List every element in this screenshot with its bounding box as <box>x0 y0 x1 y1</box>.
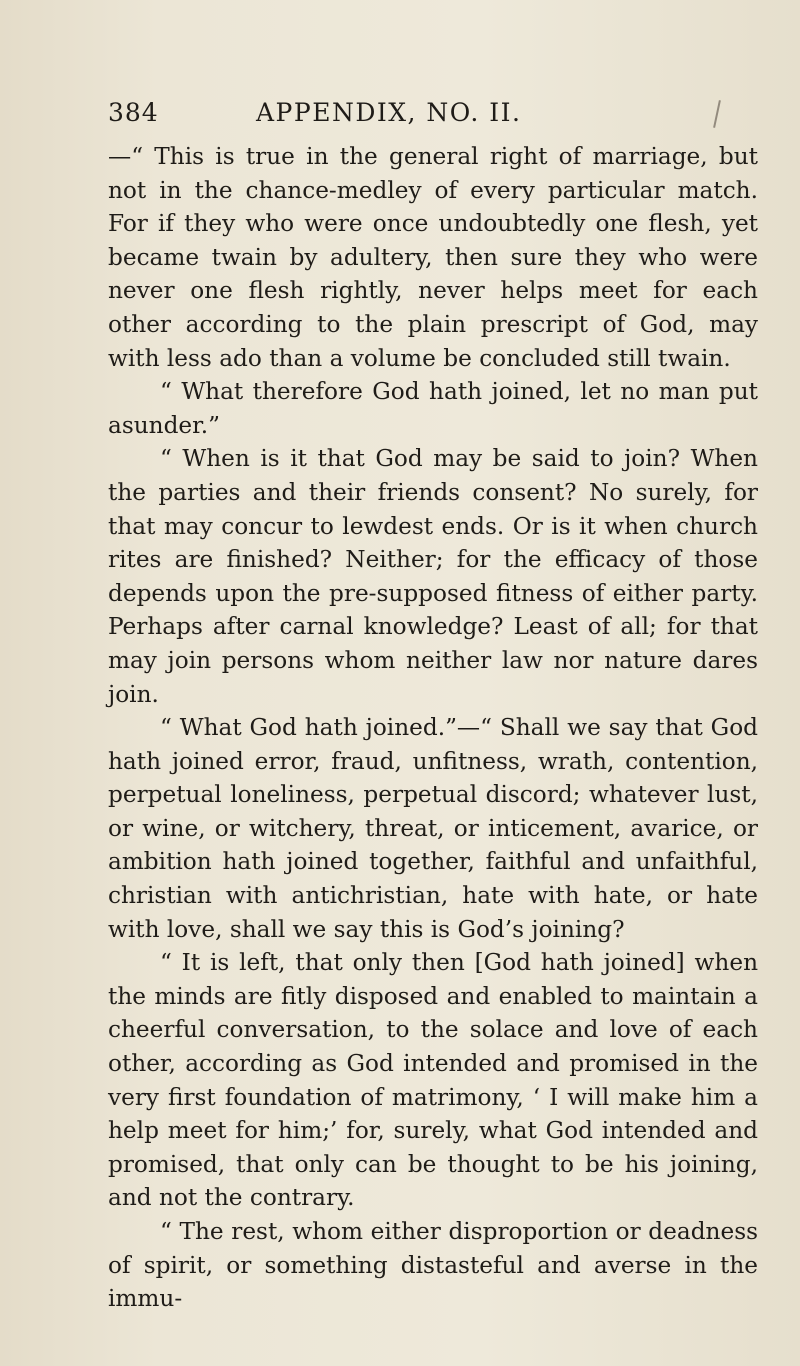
page-number: 384 <box>108 98 159 127</box>
paragraph: —“ This is true in the general right of marriage, but not in the chance-medley of every particular match. For if they who were once undoubtedly one flesh, yet became twain by adultery, then sure they who were never one flesh rightly, never helps meet for each other according to the plain prescript of God, may with less ado than a volume be concluded still twain. <box>108 143 758 372</box>
paragraph: “ What therefore God hath joined, let no man put asunder.” <box>108 378 758 439</box>
paragraph: “ It is left, that only then [God hath joined] when the minds are fitly disposed and enabled to maintain a cheerful conversation, to the solace and love of each other, according as God intended and promised in the very first foundation of matrimony, ‘ I will make him a help meet for him;’ for, surely, what God intended and promised, that only can be thought to be his joining, and not the contrary. <box>108 949 758 1212</box>
paragraph: “ The rest, whom either disproportion or deadness of spirit, or something distasteful and averse in the immu- <box>108 1218 758 1313</box>
body-text <box>108 140 758 1316</box>
running-head: APPENDIX, NO. II. <box>256 98 522 127</box>
paragraph: “ What God hath joined.”—“ Shall we say that God hath joined error, fraud, unfitness, wrath, contention, perpetual loneliness, perpetual discord; whatever lust, or wine, or witchery, threat, or inticement, avarice, or ambition hath joined together, faithful and unfaithful, christian with antichristian, hate with hate, or hate with love, shall we say this is God’s joining? <box>108 714 758 943</box>
page-header <box>108 98 760 138</box>
paragraph: “ When is it that God may be said to join? When the parties and their friends consent? No surely, for that may concur to lewdest ends. Or is it when church rites are finished? Neither; for the efficacy of those depends upon the pre-supposed fitness of either party. Perhaps after carnal knowledge? Least of all; for that may join persons whom neither law nor nature dares join. <box>108 445 758 708</box>
